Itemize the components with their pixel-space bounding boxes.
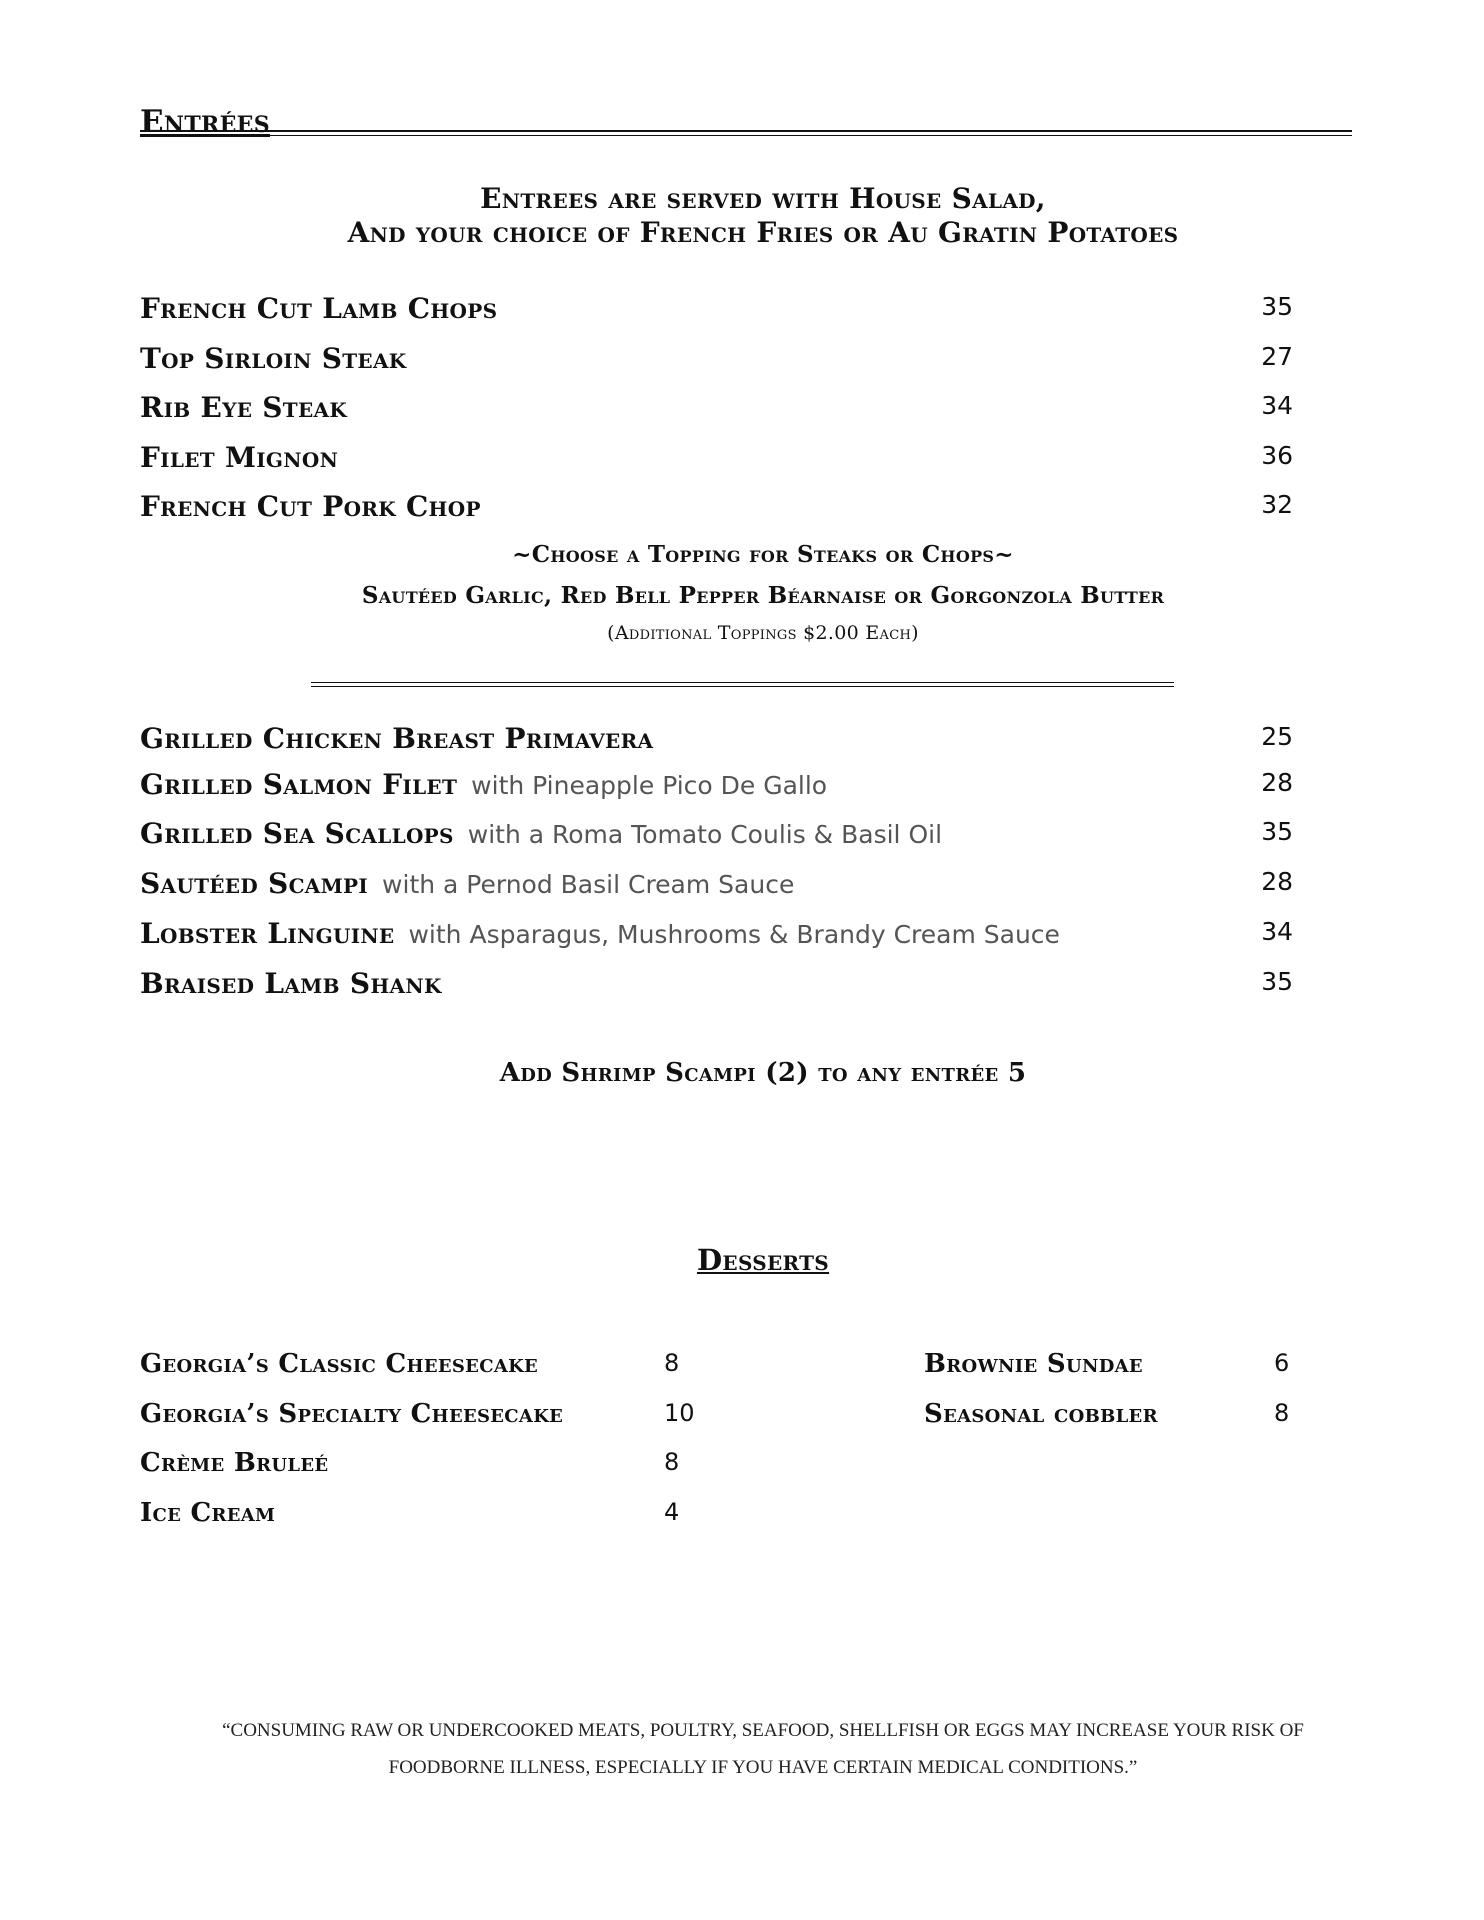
menu-item-price: 36 <box>1261 441 1293 470</box>
menu-item <box>140 342 1293 386</box>
menu-item-price: 32 <box>1261 490 1293 519</box>
dessert-price: 4 <box>664 1498 680 1526</box>
menu-item-description: with Asparagus, Mushrooms & Brandy Cream Sauce <box>408 920 1060 949</box>
dessert-item <box>924 1349 1304 1389</box>
menu-item-price: 28 <box>1261 867 1293 896</box>
topping-note: (Additional Toppings $2.00 Each) <box>607 622 919 644</box>
dessert-item <box>140 1349 680 1389</box>
menu-item-name: Sautéed Scampi <box>140 867 369 900</box>
menu-item <box>140 867 1293 911</box>
menu-item-name: Filet Mignon <box>140 441 339 474</box>
menu-item-name: Grilled Salmon Filet <box>140 768 458 801</box>
dessert-price: 6 <box>1274 1349 1290 1377</box>
dessert-item <box>140 1498 680 1538</box>
menu-item-price: 27 <box>1261 342 1293 371</box>
dessert-name: Georgia’s Specialty Cheesecake <box>140 1399 564 1429</box>
dessert-price: 8 <box>664 1448 680 1476</box>
dessert-name: Seasonal cobbler <box>924 1399 1158 1429</box>
menu-item <box>140 768 1293 812</box>
topping-list: Sautéed Garlic, Red Bell Pepper Béarnaise or Gorgonzola Butter <box>361 582 1165 609</box>
menu-item-price: 35 <box>1261 817 1293 846</box>
dessert-price: 10 <box>664 1399 695 1427</box>
topping-heading: ~Choose a Topping for Steaks or Chops~ <box>512 541 1014 568</box>
menu-item <box>140 967 1293 1011</box>
section-divider <box>311 682 1174 687</box>
menu-item-name: Rib Eye Steak <box>140 391 348 424</box>
menu-item-price: 28 <box>1261 768 1293 797</box>
health-warning-line-2: FOODBORNE ILLNESS, ESPECIALLY IF YOU HAVE CERTAIN MEDICAL CONDITIONS.” <box>388 1757 1138 1778</box>
dessert-price: 8 <box>1274 1399 1290 1427</box>
menu-item-name: Grilled Sea Scallops <box>140 817 454 850</box>
menu-item-price: 35 <box>1261 967 1293 996</box>
menu-item-price: 34 <box>1261 391 1293 420</box>
menu-item-description: with a Roma Tomato Coulis & Basil Oil <box>467 820 943 849</box>
dessert-price: 8 <box>664 1349 680 1377</box>
entrees-title-rule <box>140 130 1352 136</box>
dessert-name: Crème Bruleé <box>140 1448 329 1478</box>
menu-item-name-wrap <box>140 967 442 1000</box>
menu-item-name-wrap <box>140 722 653 755</box>
desserts-section-title: Desserts <box>696 1243 830 1277</box>
menu-item <box>140 722 1293 766</box>
menu-item-name: French Cut Pork Chop <box>140 490 481 523</box>
menu-item-name-wrap <box>140 817 942 850</box>
menu-item-price: 35 <box>1261 292 1293 321</box>
entrees-intro-line-1: Entrees are served with House Salad, <box>480 182 1046 215</box>
menu-item-name-wrap <box>140 917 1060 950</box>
menu-item-price: 34 <box>1261 917 1293 946</box>
menu-item-price: 25 <box>1261 722 1293 751</box>
dessert-item <box>140 1399 700 1439</box>
dessert-name: Ice Cream <box>140 1498 276 1528</box>
dessert-item <box>924 1399 1304 1439</box>
menu-item-name: Top Sirloin Steak <box>140 342 407 375</box>
dessert-name: Georgia’s Classic Cheesecake <box>140 1349 539 1379</box>
dessert-name: Brownie Sundae <box>924 1349 1143 1379</box>
menu-item-name: Grilled Chicken Breast Primavera <box>140 722 654 755</box>
menu-item-name: French Cut Lamb Chops <box>140 292 498 325</box>
menu-item <box>140 292 1293 336</box>
health-warning <box>0 1712 1484 1786</box>
health-warning-line-1: “CONSUMING RAW OR UNDERCOOKED MEATS, POULTRY, SEAFOOD, SHELLFISH OR EGGS MAY INCREASE YOUR RISK OF <box>222 1720 1304 1741</box>
menu-item <box>140 490 1293 534</box>
menu-item-name: Braised Lamb Shank <box>140 967 442 1000</box>
menu-item-name: Lobster Linguine <box>140 917 395 950</box>
addon-note: Add Shrimp Scampi (2) to any entrée 5 <box>499 1058 1027 1088</box>
dessert-item <box>140 1448 680 1488</box>
menu-item-name-wrap <box>140 768 827 801</box>
menu-item <box>140 391 1293 435</box>
entrees-intro-line-2: And your choice of French Fries or Au Gratin Potatoes <box>347 216 1179 249</box>
menu-item <box>140 817 1293 861</box>
menu-item <box>140 441 1293 485</box>
entrees-section-title: Entrées <box>140 104 270 140</box>
menu-item <box>140 917 1293 961</box>
menu-item-name-wrap <box>140 867 794 900</box>
menu-item-description: with a Pernod Basil Cream Sauce <box>382 870 795 899</box>
menu-item-description: with Pineapple Pico De Gallo <box>471 771 828 800</box>
